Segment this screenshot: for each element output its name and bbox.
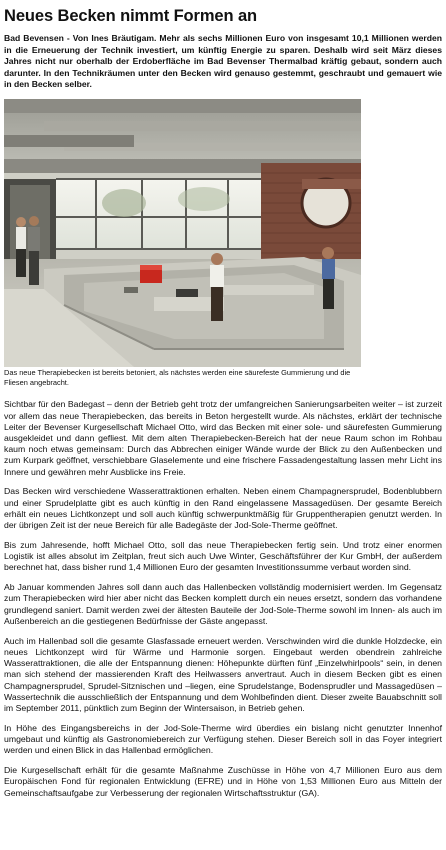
article-paragraph: Die Kurgesellschaft erhält für die gesamte Maßnahme Zuschüsse in Höhe von 4,7 Millionen Euro aus dem Europäischen Fond für regionalen Entwicklung (EFRE) und in Höhe von 1,53 Millionen Euro aus Mitteln der Gemeinschaftsaufgabe zur Verbesserung der regionalen Wirtschaftsstruktur (GA). (4, 765, 442, 798)
article-paragraph: Das Becken wird verschiedene Wasserattraktionen erhalten. Neben einem Champagnersprudel, Bodenblubbern und einer Sprudelplatte gibt es auch künftig in den Rand eingelassene Massagedüsen. Der gesamte Bereich erhält ein neues Lichtkonzept und soll auch künftig schwerpunktmäßig für Gruppentherapien genutzt werden. In der übrigen Zeit ist der neue Bereich für alle Badegäste der Jod-Sole-Therme geöffnet. (4, 486, 442, 531)
article-headline: Neues Becken nimmt Formen an (4, 7, 258, 25)
article-paragraph: Ab Januar kommenden Jahres soll dann auch das Hallenbecken vollständig modernisiert werden. Im Gegensatz zum Therapiebecken wird hier aber nicht das Becken komplett durch ein neues ersetzt, sondern das vorhandene grundlegend saniert. Damit werden zwei der ältesten Bauteile der Jod-Sole-Therme sowohl im Innen- als auch im Außenbereich an die gestiegenen Bedürfnisse der Gäste angepasst. (4, 582, 442, 626)
photo-caption: Das neue Therapiebecken ist bereits betoniert, als nächstes werden eine säurefeste Gummierung und die Fliesen angebracht. (4, 367, 351, 388)
article-photo (4, 99, 361, 367)
article-paragraph: In Höhe des Eingangsbereichs in der Jod-Sole-Therme wird überdies ein bislang nicht genutzter Innenhof umgebaut und künftig als Gastronomiebereich zur Verfügung stehen. Dieser Bereich soll in das Foyer integriert werden und einen Blick in das Hallenbad ermöglichen. (4, 722, 442, 756)
article-paragraph: Auch im Hallenbad soll die gesamte Glasfassade erneuert werden. Verschwinden wird die dunkle Holzdecke, ein neues Lichtkonzept wird für Wärme und Harmonie sorgen. Eingebaut werden obendrein zahlreiche Wasserattraktionen, die alle der Entspannung dienen: Höhepunkte dürften fünf „Einzelwhirlpools“ sein, in denen man sich stehend der massierenden Kraft des Heilwassers anvertraut. Auch in diesem Becken gibt es einen Champagnersprudel, Sprudel-Sitznischen und –liegen, eine Sprudelstange, Bodensprudler und Massagedüsen – Wassertechnik die ausschließlich der Entspannung und dem Wohlbefinden dient. Dieser zweite Bauabschnitt soll im September 2011, pünktlich zum Beginn der Wintersaison, in Betrieb gehen. (4, 635, 442, 713)
article-lead: Bad Bevensen - Von Ines Bräutigam. Mehr als sechs Millionen Euro von insgesamt 10,1 Millionen werden in die Erneuerung der Technik investiert, um künftig Energie zu sparen. Deshalb wird seit März dieses Jahres nicht nur oberhalb der Erdoberfläche im Bad Bevenser Thermalbad kräftig gebaut, sondern auch darunter. In den Technikräumen unter den Becken wird genauso gestemmt, geschraubt und gemauert wie in den Becken selber. (4, 33, 442, 90)
article-body (4, 399, 442, 798)
article-paragraph: Bis zum Jahresende, hofft Michael Otto, soll das neue Therapiebecken fertig sein. Und trotz einer enormen Logistik ist alles absolut im Zeitplan, freut sich auch Uwe Winter, Geschäftsführer der Kur GmbH, der außerdem berechnet hat, dass bisher rund 1,4 Millionen Euro der gesamten Investitionssumme verbaut worden sind. (4, 539, 442, 573)
article-paragraph: Sichtbar für den Badegast – denn der Betrieb geht trotz der umfangreichen Sanierungsarbeiten weiter – ist zurzeit vor allem das neue Therapiebecken, das bereits in Beton hergestellt wurde. Als nächstes, erklärt der technische Leiter der Bevenser Kurgesellschaft Michael Otto, wird das Becken mit einer sole- und säurefesten Gummierung ausgekleidet und dann gefliest. Mit dem alten Therapiebecken-Bereich hat der neue Raum schon im Rohbau kaum noch etwas gemeinsam: Durch das Abbrechen einiger Wände wurde der Blick zu den Außenbecken und zum Kurpark geöffnet, verschiebbare Glaselemente und eine frischere Fassadengestaltung lassen mehr Licht ins Innere und gewähren mehr Ausblicke ins Freie. (4, 399, 442, 477)
